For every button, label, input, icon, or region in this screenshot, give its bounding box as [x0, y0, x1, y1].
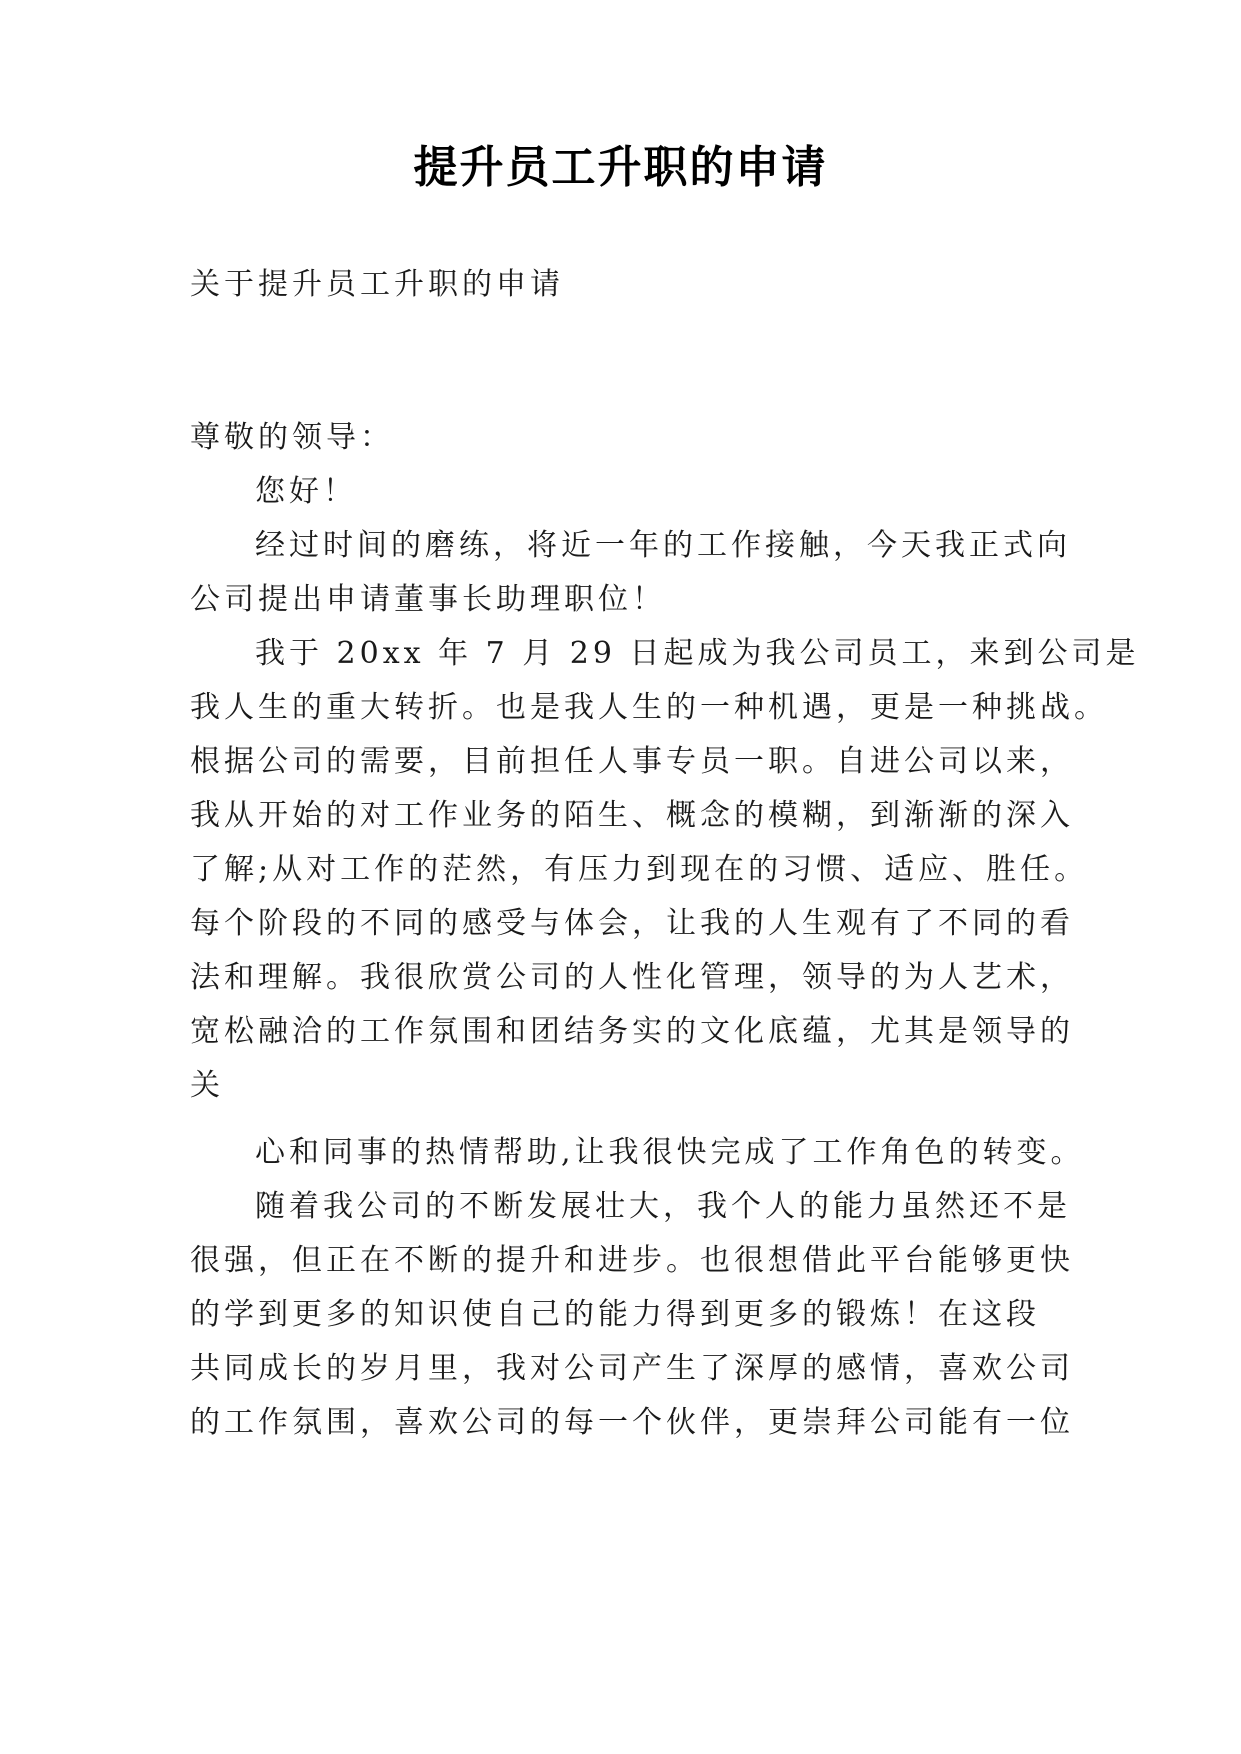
body-line: 我人生的重大转折。也是我人生的一种机遇，更是一种挑战。	[190, 690, 1108, 725]
body-line: 关	[190, 1068, 224, 1103]
body-line: 了解;从对工作的茫然，有压力到现在的习惯、适应、胜任。	[190, 852, 1089, 887]
body-line: 经过时间的磨练，将近一年的工作接触，今天我正式向	[255, 528, 1071, 563]
body-line: 宽松融洽的工作氛围和团结务实的文化底蕴，尤其是领导的	[190, 1014, 1074, 1049]
body-line: 法和理解。我很欣赏公司的人性化管理，领导的为人艺术，	[190, 960, 1074, 995]
body-line: 共同成长的岁月里，我对公司产生了深厚的感情，喜欢公司	[190, 1351, 1074, 1386]
body-line: 我于 20xx 年 7 月 29 日起成为我公司员工，来到公司是	[255, 636, 1140, 671]
body-line: 随着我公司的不断发展壮大，我个人的能力虽然还不是	[255, 1189, 1071, 1224]
document-subtitle: 关于提升员工升职的申请	[190, 267, 564, 302]
body-line: 每个阶段的不同的感受与体会，让我的人生观有了不同的看	[190, 906, 1074, 941]
body-line: 根据公司的需要，目前担任人事专员一职。自进公司以来，	[190, 744, 1074, 779]
body-line: 心和同事的热情帮助,让我很快完成了工作角色的转变。	[255, 1135, 1085, 1170]
body-line: 的工作氛围，喜欢公司的每一个伙伴，更崇拜公司能有一位	[190, 1405, 1074, 1440]
body-line: 我从开始的对工作业务的陌生、概念的模糊，到渐渐的深入	[190, 798, 1074, 833]
body-line: 的学到更多的知识使自己的能力得到更多的锻炼！在这段	[190, 1297, 1040, 1332]
body-line: 公司提出申请董事长助理职位！	[190, 582, 666, 617]
salutation: 尊敬的领导：	[190, 420, 394, 455]
greeting: 您好！	[255, 474, 357, 509]
body-line: 很强，但正在不断的提升和进步。也很想借此平台能够更快	[190, 1243, 1074, 1278]
document-title: 提升员工升职的申请	[413, 142, 828, 193]
